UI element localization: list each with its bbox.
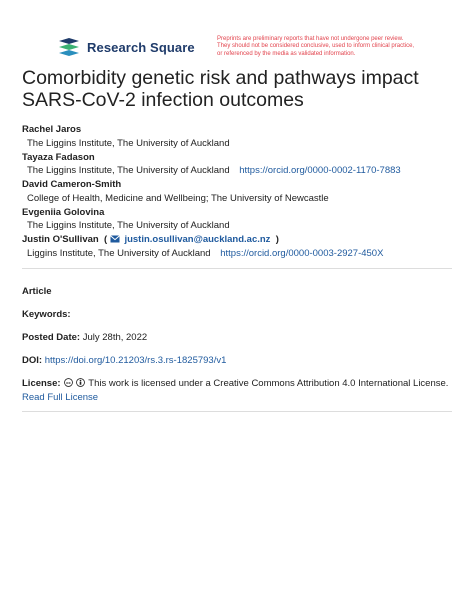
brand-name: Research Square (87, 39, 195, 55)
doi-row (22, 355, 226, 366)
disclaimer-line: They should not be considered conclusive, used to inform clinical practice, (217, 43, 415, 50)
orcid-link[interactable]: https://orcid.org/0000-0003-2927-450X (220, 247, 384, 259)
preprint-disclaimer (217, 36, 447, 58)
keywords-label: Keywords: (22, 309, 71, 320)
paren-open: ( (101, 234, 108, 245)
research-square-logo-icon (58, 38, 82, 56)
author-list (22, 123, 462, 261)
divider (22, 411, 452, 412)
posted-date-row (22, 332, 147, 343)
posted-date-value: July 28th, 2022 (82, 332, 148, 343)
author-affiliation (27, 219, 462, 233)
license-row (22, 378, 448, 390)
license-label: License: (22, 378, 61, 389)
author-name: Evgeniia Golovina (22, 206, 105, 218)
author-entry (22, 123, 462, 151)
disclaimer-line: Preprints are preliminary reports that have not undergone peer review. (217, 36, 404, 42)
author-name: Tayaza Fadason (22, 151, 95, 163)
author-affiliation (27, 164, 462, 178)
affiliation-text: The Liggins Institute, The University of Auckland (27, 165, 230, 176)
affiliation-text: The Liggins Institute, The University of Auckland (27, 137, 230, 149)
orcid-link[interactable]: https://orcid.org/0000-0002-1170-7883 (239, 165, 401, 176)
author-name: David Cameron-Smith (22, 179, 122, 190)
author-entry (22, 233, 462, 261)
author-entry (22, 206, 462, 234)
license-icons (64, 378, 85, 390)
doi-link[interactable]: https://doi.org/10.21203/rs.3.rs-1825793/v1 (44, 355, 227, 366)
doi-label: DOI: (22, 355, 43, 366)
corresponding-author-name (22, 233, 462, 247)
by-icon (76, 378, 85, 387)
read-full-license-row (22, 392, 98, 403)
posted-date-label: Posted Date: (22, 332, 81, 343)
email-link[interactable]: justin.osullivan@auckland.ac.nz (124, 234, 271, 245)
paren-close: ) (273, 234, 279, 245)
affiliation-text: Liggins Institute, The University of Auckland (27, 247, 211, 259)
svg-text:cc: cc (66, 380, 71, 386)
research-square-logo[interactable] (58, 38, 195, 56)
divider (22, 268, 452, 269)
author-name: Rachel Jaros (22, 124, 82, 135)
author-affiliation (27, 247, 462, 261)
license-text: This work is licensed under a Creative Commons Attribution 4.0 International License. (88, 378, 449, 389)
author-affiliation (27, 137, 462, 151)
article-type (22, 286, 52, 297)
read-full-license-link[interactable]: Read Full License (22, 392, 99, 403)
disclaimer-line: or referenced by the media as validated information. (217, 50, 356, 57)
affiliation-text: The Liggins Institute, The University of Auckland (27, 220, 230, 231)
cc-icon (64, 378, 73, 387)
author-entry (22, 178, 462, 206)
author-name: Justin O'Sullivan (22, 234, 99, 245)
article-type-label: Article (22, 286, 52, 297)
author-affiliation (27, 192, 462, 206)
envelope-icon (110, 235, 120, 243)
paper-title: Comorbidity genetic risk and pathways impact SARS-CoV-2 infection outcomes (22, 67, 419, 111)
keywords-row (22, 309, 71, 320)
author-entry (22, 151, 462, 179)
affiliation-text: College of Health, Medicine and Wellbeing; The University of Newcastle (27, 192, 329, 204)
